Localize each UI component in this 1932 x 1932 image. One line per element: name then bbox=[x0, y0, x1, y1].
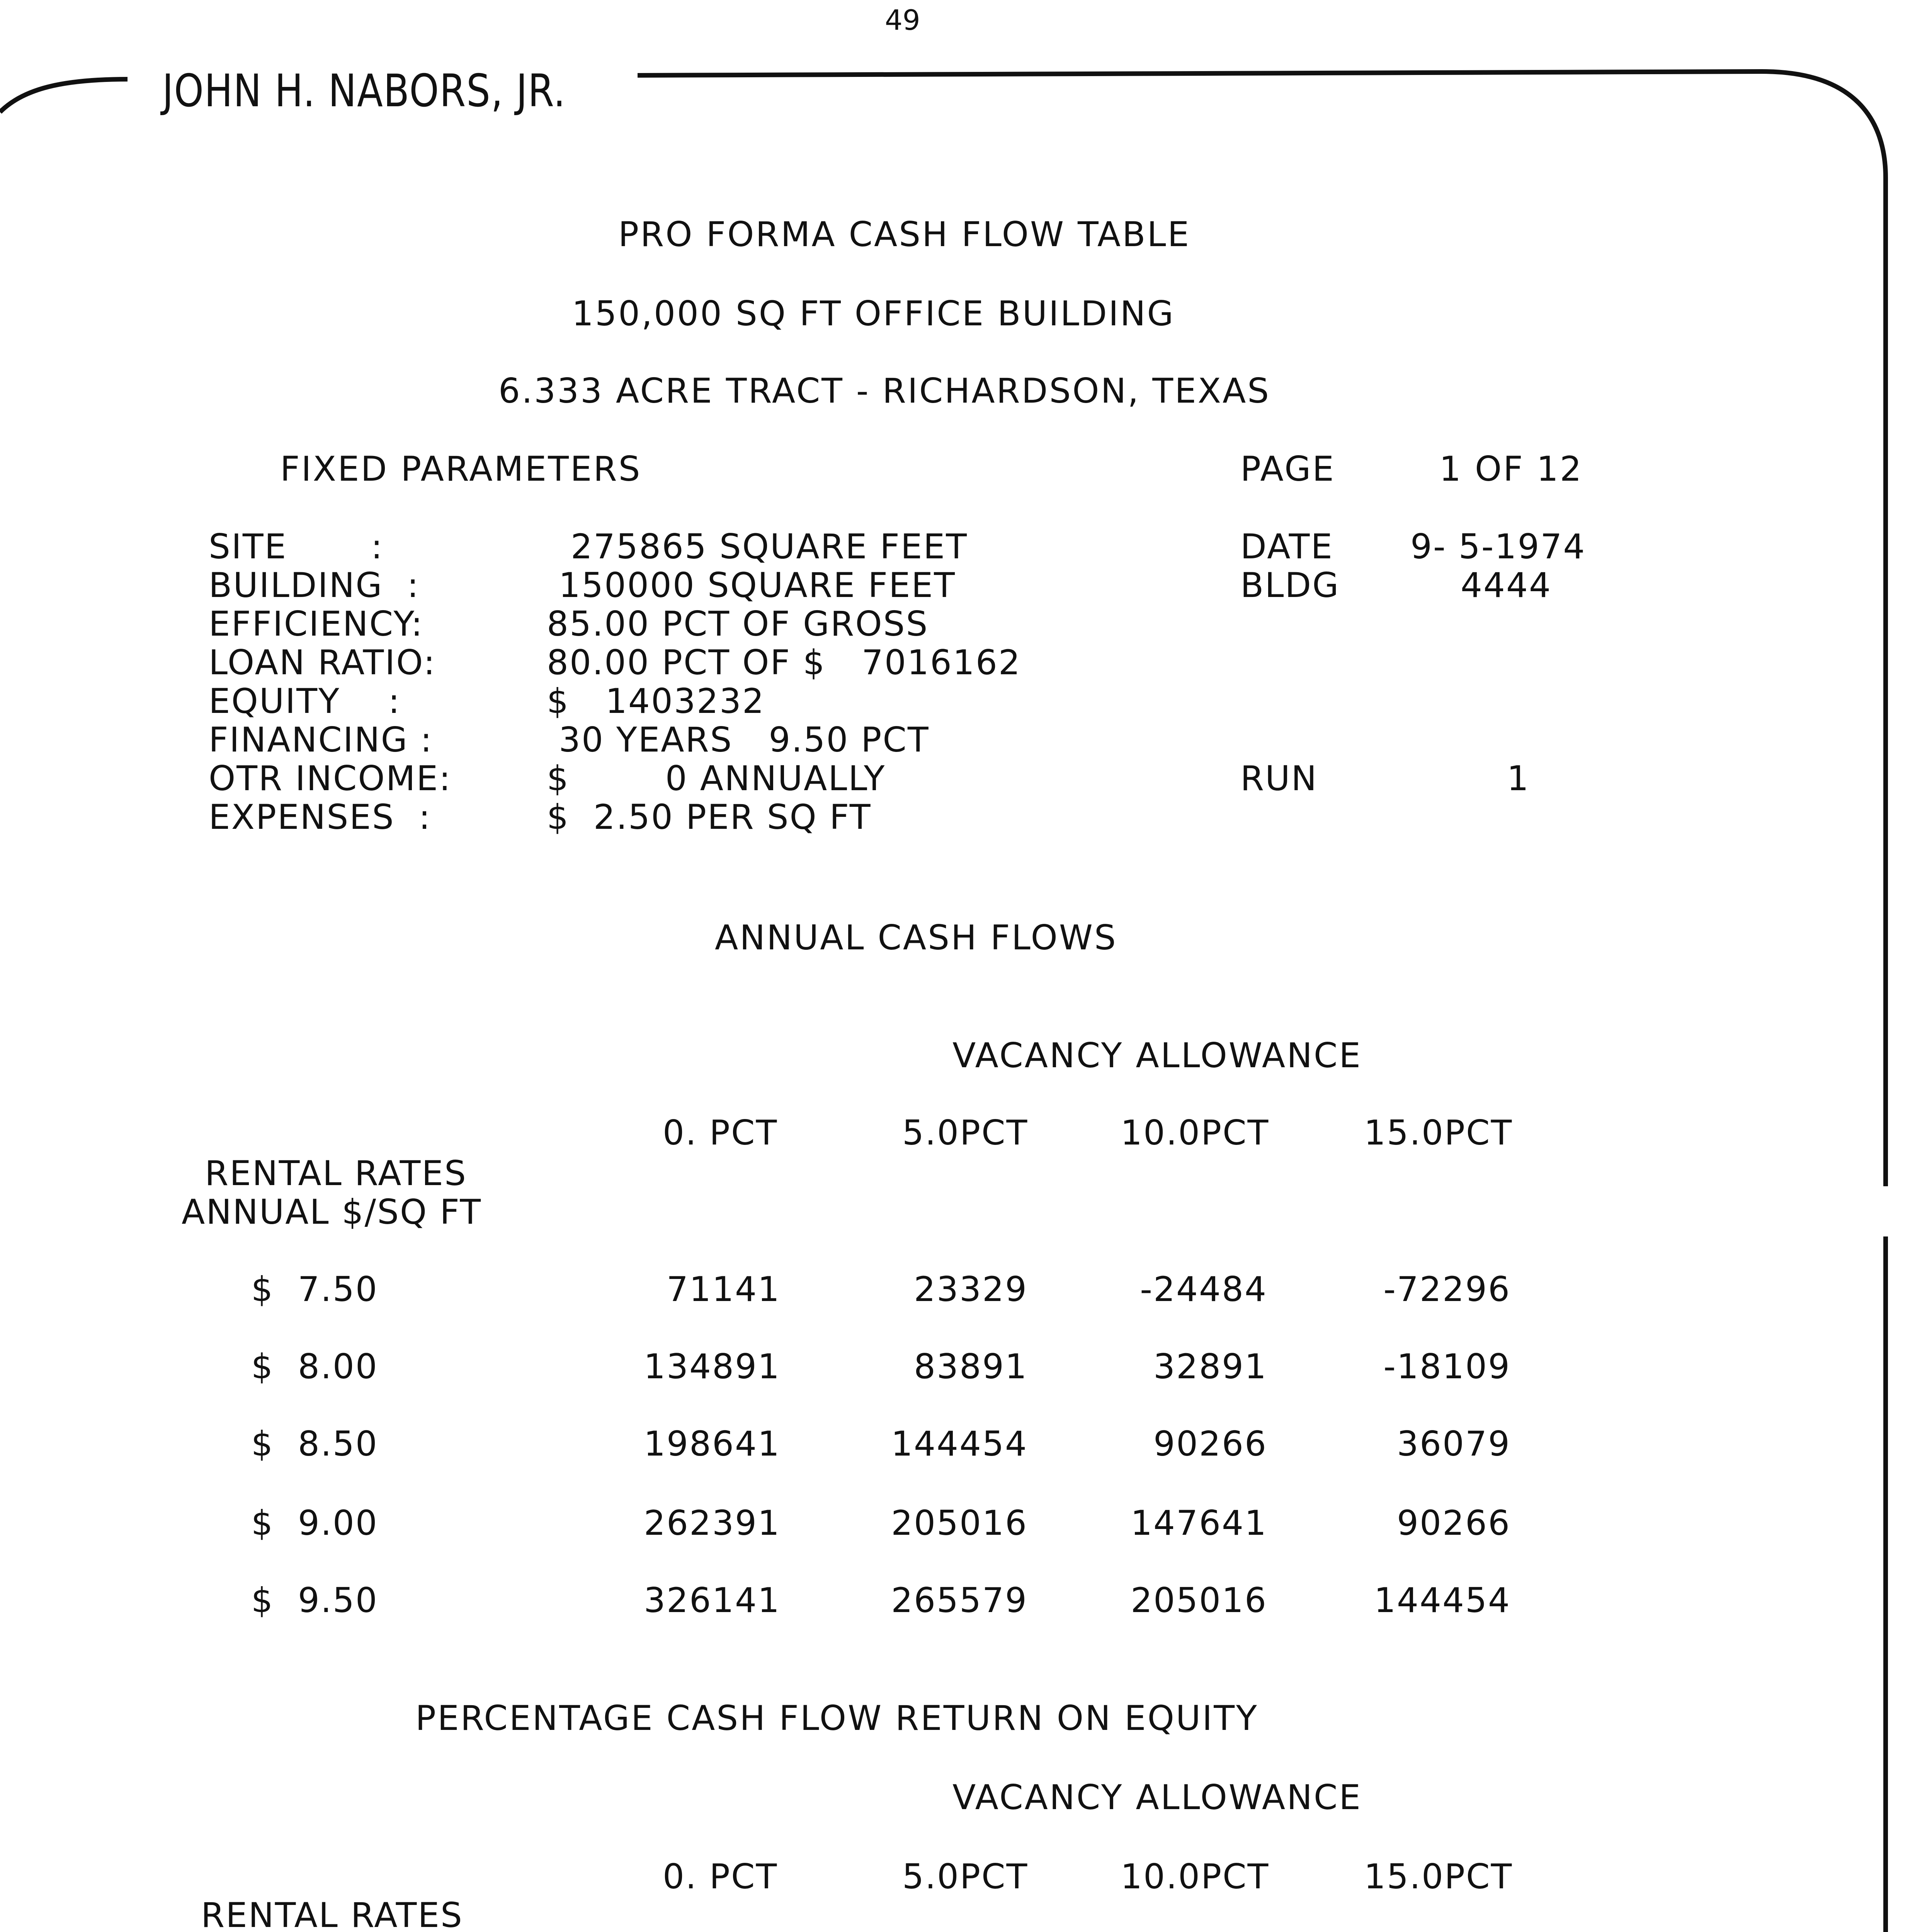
column-header-5pct: 5.0PCT bbox=[902, 1113, 1029, 1153]
cash-flow-value: 205016 bbox=[1131, 1580, 1267, 1620]
parameter-label-financing: FINANCING : bbox=[209, 720, 433, 760]
run-label: RUN bbox=[1240, 759, 1318, 798]
cash-flow-value: 144454 bbox=[1374, 1580, 1511, 1620]
cash-flow-value: 36079 bbox=[1397, 1424, 1511, 1464]
cash-flow-value: 262391 bbox=[644, 1503, 781, 1543]
page-value: 1 OF 12 bbox=[1439, 449, 1583, 489]
table-heading: ANNUAL CASH FLOWS bbox=[715, 918, 1117, 957]
row-header-line2: ANNUAL $/SQ FT bbox=[182, 1192, 482, 1232]
row-header-line1: RENTAL RATES bbox=[201, 1895, 463, 1932]
run-value: 1 bbox=[1507, 759, 1530, 798]
cash-flow-value: 144454 bbox=[891, 1424, 1028, 1464]
column-header-0pct: 0. PCT bbox=[663, 1857, 778, 1896]
subtitle-building: 150,000 SQ FT OFFICE BUILDING bbox=[572, 294, 1175, 333]
cash-flow-value: 83891 bbox=[914, 1347, 1028, 1386]
cash-flow-value: 71141 bbox=[667, 1269, 781, 1309]
cash-flow-value: -72296 bbox=[1383, 1269, 1511, 1309]
parameter-value-expenses: $ 2.50 PER SQ FT bbox=[547, 797, 872, 837]
page-number: 49 bbox=[885, 4, 920, 36]
bldg-value: 4444 bbox=[1461, 565, 1552, 605]
rental-rate: $ 8.50 bbox=[251, 1424, 378, 1464]
document-title: PRO FORMA CASH FLOW TABLE bbox=[618, 214, 1191, 254]
parameter-label-loan-ratio: LOAN RATIO: bbox=[209, 643, 436, 682]
cash-flow-value: 147641 bbox=[1131, 1503, 1267, 1543]
date-value: 9- 5-1974 bbox=[1410, 527, 1586, 566]
cash-flow-value: -18109 bbox=[1383, 1347, 1511, 1386]
cash-flow-value: 205016 bbox=[891, 1503, 1028, 1543]
table-heading: PERCENTAGE CASH FLOW RETURN ON EQUITY bbox=[415, 1698, 1259, 1738]
vacancy-allowance-header: VACANCY ALLOWANCE bbox=[952, 1777, 1362, 1817]
column-header-0pct: 0. PCT bbox=[663, 1113, 778, 1153]
cash-flow-value: 23329 bbox=[914, 1269, 1028, 1309]
cash-flow-value: 265579 bbox=[891, 1580, 1028, 1620]
column-header-15pct: 15.0PCT bbox=[1364, 1857, 1513, 1896]
parameter-label-expenses: EXPENSES : bbox=[209, 797, 432, 837]
column-header-10pct: 10.0PCT bbox=[1121, 1113, 1270, 1153]
parameter-value-financing: 30 YEARS 9.50 PCT bbox=[547, 720, 930, 760]
rental-rate: $ 8.00 bbox=[251, 1347, 378, 1386]
cash-flow-value: 90266 bbox=[1153, 1424, 1267, 1464]
column-header-10pct: 10.0PCT bbox=[1121, 1857, 1270, 1896]
row-header-line1: RENTAL RATES bbox=[205, 1153, 467, 1193]
cash-flow-value: -24484 bbox=[1140, 1269, 1267, 1309]
rental-rate: $ 9.50 bbox=[251, 1580, 378, 1620]
bldg-label: BLDG bbox=[1240, 565, 1340, 605]
parameter-label-site: SITE : bbox=[209, 527, 384, 566]
vacancy-allowance-header: VACANCY ALLOWANCE bbox=[952, 1036, 1362, 1075]
parameter-value-site: 275865 SQUARE FEET bbox=[547, 527, 968, 566]
date-label: DATE bbox=[1240, 527, 1333, 566]
subtitle-location: 6.333 ACRE TRACT - RICHARDSON, TEXAS bbox=[498, 371, 1271, 411]
parameter-label-efficiency: EFFICIENCY: bbox=[209, 604, 424, 644]
cash-flow-value: 32891 bbox=[1153, 1347, 1267, 1386]
fixed-parameters-heading: FIXED PARAMETERS bbox=[280, 449, 642, 489]
rental-rate: $ 9.00 bbox=[251, 1503, 378, 1543]
column-header-5pct: 5.0PCT bbox=[902, 1857, 1029, 1896]
page-label: PAGE bbox=[1240, 449, 1335, 489]
parameter-value-building: 150000 SQUARE FEET bbox=[547, 565, 956, 605]
parameter-label-other-income: OTR INCOME: bbox=[209, 759, 452, 798]
column-header-15pct: 15.0PCT bbox=[1364, 1113, 1513, 1153]
parameter-label-equity: EQUITY : bbox=[209, 681, 401, 721]
parameter-value-loan-ratio: 80.00 PCT OF $ 7016162 bbox=[547, 643, 1021, 682]
parameter-value-efficiency: 85.00 PCT OF GROSS bbox=[547, 604, 929, 644]
author-name: JOHN H. NABORS, JR. bbox=[162, 65, 566, 117]
cash-flow-value: 326141 bbox=[644, 1580, 781, 1620]
rental-rate: $ 7.50 bbox=[251, 1269, 378, 1309]
cash-flow-value: 198641 bbox=[644, 1424, 781, 1464]
parameter-label-building: BUILDING : bbox=[209, 565, 420, 605]
parameter-value-equity: $ 1403232 bbox=[547, 681, 765, 721]
cash-flow-value: 90266 bbox=[1397, 1503, 1511, 1543]
parameter-value-other-income: $ 0 ANNUALLY bbox=[547, 759, 886, 798]
cash-flow-value: 134891 bbox=[644, 1347, 781, 1386]
